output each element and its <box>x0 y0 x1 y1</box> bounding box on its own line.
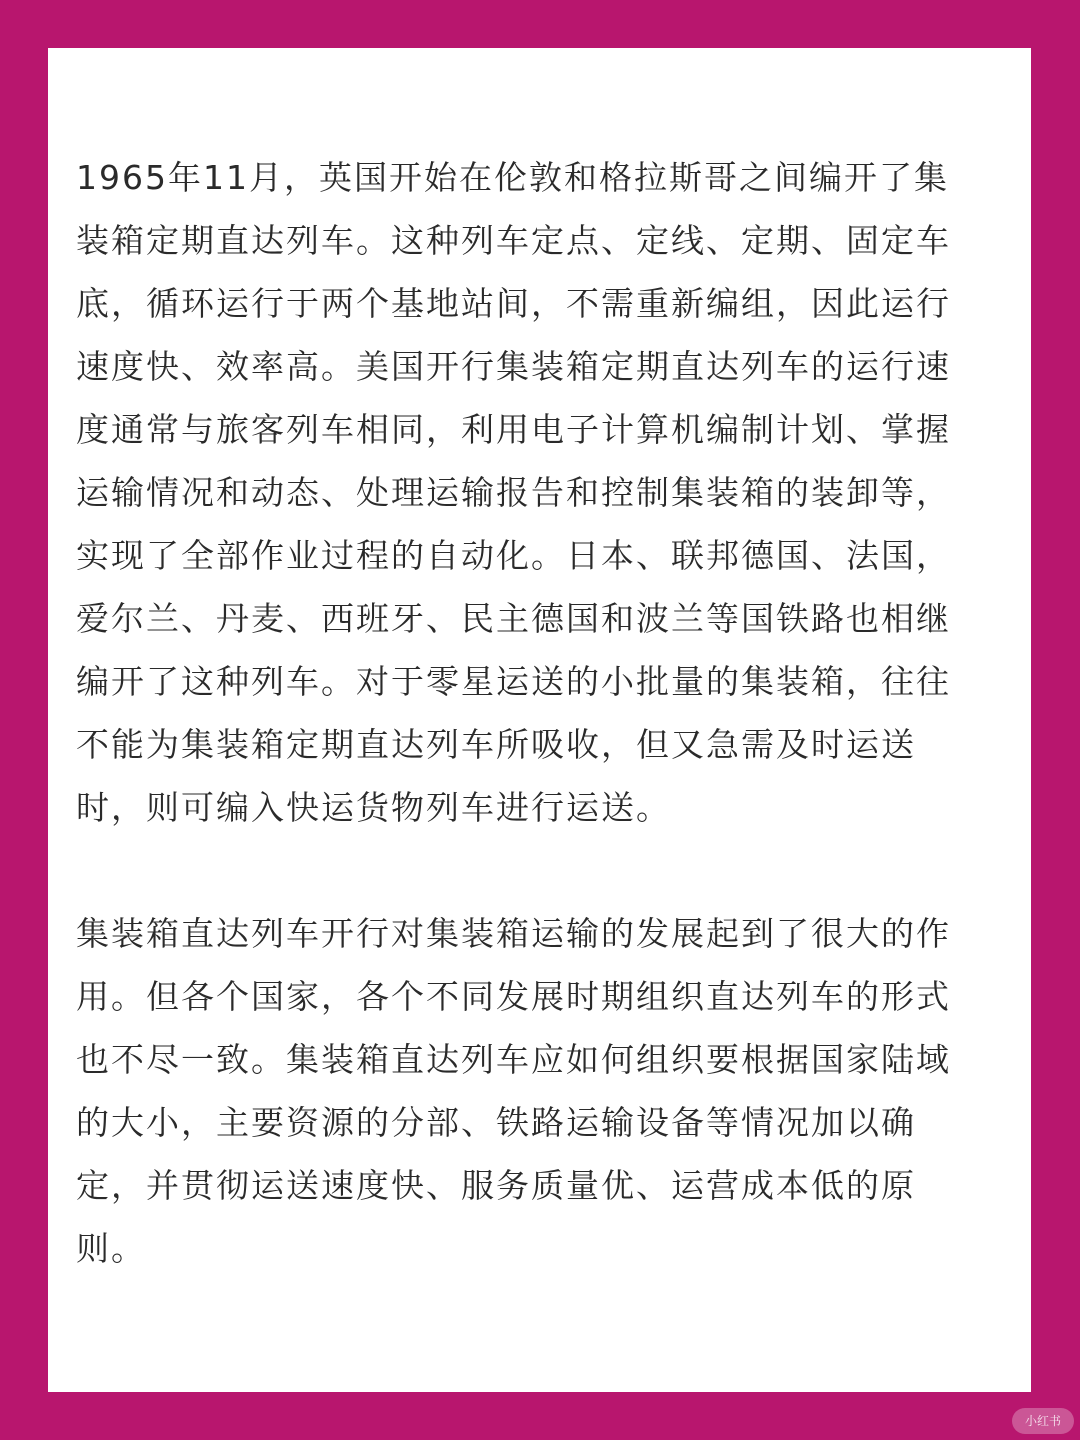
text-line: 度通常与旅客列车相同，利用电子计算机编制计划、掌握 <box>76 410 951 449</box>
paragraph-2 <box>76 902 1007 1280</box>
content-card <box>48 48 1031 1392</box>
watermark-logo: 小红书 <box>1012 1408 1074 1434</box>
text-line: 装箱定期直达列车。这种列车定点、定线、定期、固定车 <box>76 221 951 260</box>
text-line: 集装箱直达列车开行对集装箱运输的发展起到了很大的作 <box>76 914 951 953</box>
text-line: 时，则可编入快运货物列车进行运送。 <box>76 788 671 827</box>
text-line: 底，循环运行于两个基地站间，不需重新编组，因此运行 <box>76 284 951 323</box>
text-line: 编开了这种列车。对于零星运送的小批量的集装箱，往往 <box>76 662 951 701</box>
text-line: 则。 <box>76 1229 146 1268</box>
text-line: 爱尔兰、丹麦、西班牙、民主德国和波兰等国铁路也相继 <box>76 599 951 638</box>
text-line: 不能为集装箱定期直达列车所吸收，但又急需及时运送 <box>76 725 916 764</box>
paragraph-1 <box>76 146 1007 839</box>
text-line: 运输情况和动态、处理运输报告和控制集装箱的装卸等， <box>76 473 951 512</box>
text-line: 用。但各个国家，各个不同发展时期组织直达列车的形式 <box>76 977 951 1016</box>
text-line: 速度快、效率高。美国开行集装箱定期直达列车的运行速 <box>76 347 951 386</box>
text-line: 的大小，主要资源的分部、铁路运输设备等情况加以确 <box>76 1103 916 1142</box>
text-line: 定，并贯彻运送速度快、服务质量优、运营成本低的原 <box>76 1166 916 1205</box>
text-line: 1965年11月，英国开始在伦敦和格拉斯哥之间编开了集 <box>76 158 949 197</box>
text-line: 实现了全部作业过程的自动化。日本、联邦德国、法国， <box>76 536 951 575</box>
text-line: 也不尽一致。集装箱直达列车应如何组织要根据国家陆域 <box>76 1040 951 1079</box>
